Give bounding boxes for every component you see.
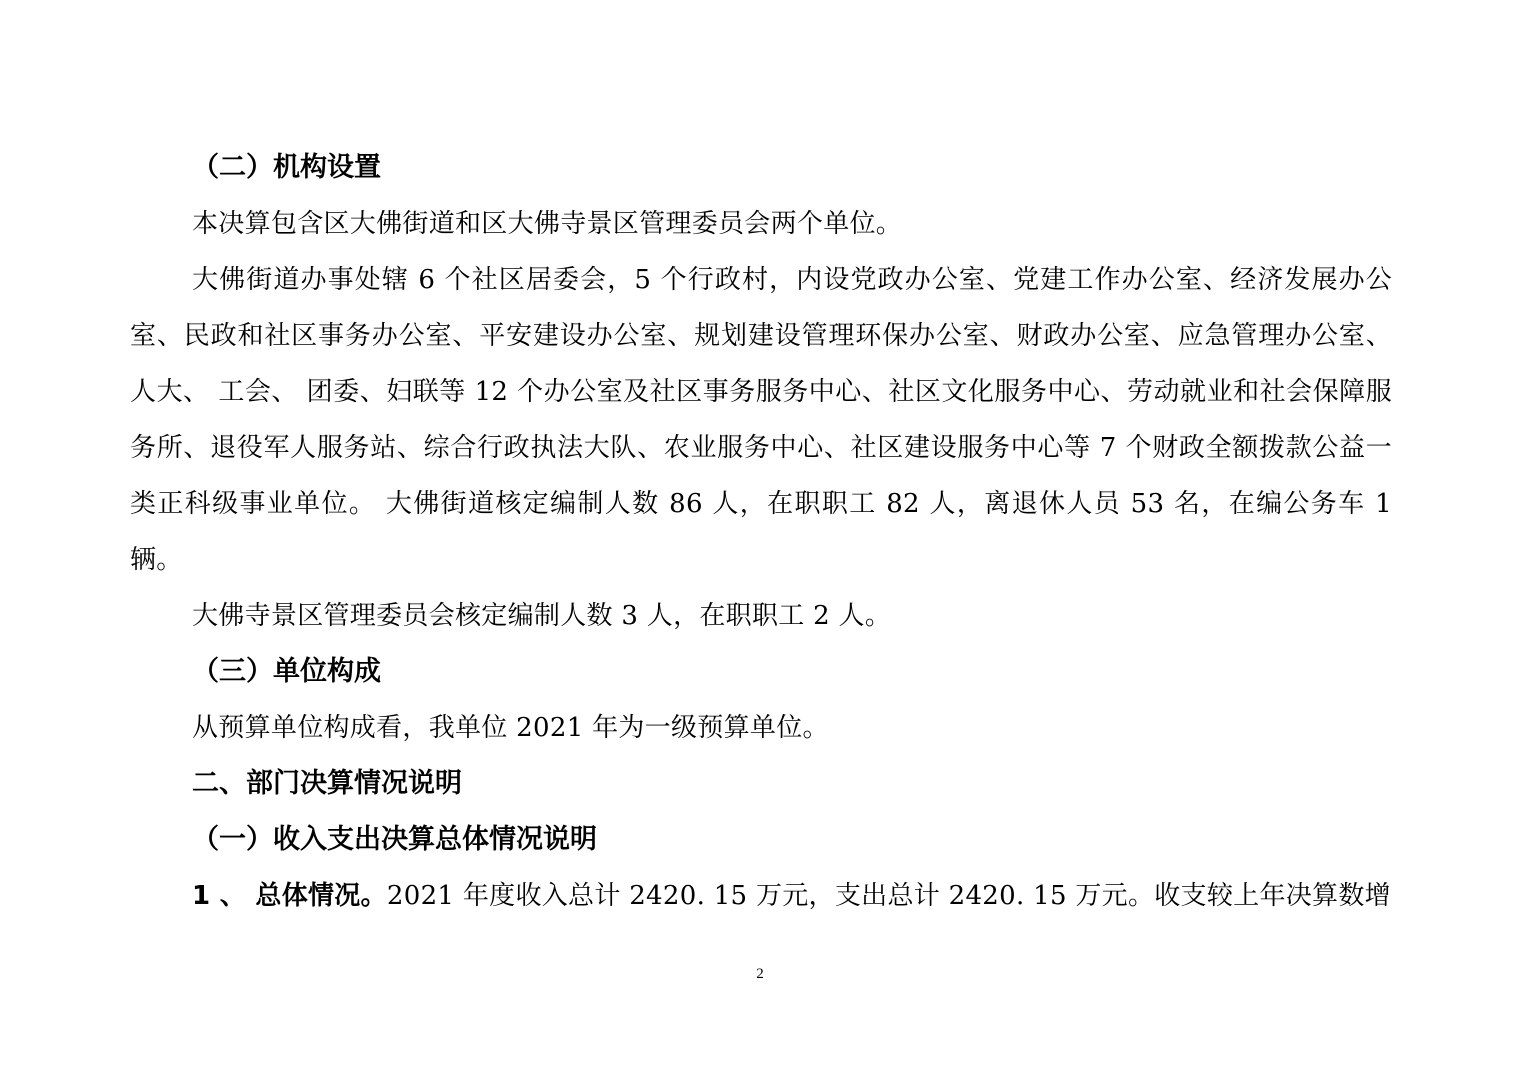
paragraph-scenic-committee: 大佛寺景区管理委员会核定编制人数 3 人，在职职工 2 人。 <box>192 601 892 631</box>
section-heading-final-accounts: 二、部门决算情况说明 <box>192 768 462 799</box>
section-heading-income-expenditure: （一）收入支出决算总体情况说明 <box>192 824 597 855</box>
page-number: 2 <box>756 966 764 982</box>
paragraph-composition: 从预算单位构成看，我单位 2021 年为一级预算单位。 <box>192 713 829 743</box>
document-body <box>130 140 1392 924</box>
paragraph-scope: 本决算包含区大佛街道和区大佛寺景区管理委员会两个单位。 <box>192 209 903 239</box>
paragraph-overall <box>130 868 1392 924</box>
section-heading-composition: （三）单位构成 <box>192 656 381 687</box>
section-heading-organization: （二）机构设置 <box>192 152 381 183</box>
overall-label: 1 、 总体情况。 <box>192 881 387 911</box>
paragraph-structure: 大佛街道办事处辖 6 个社区居委会，5 个行政村，内设党政办公室、党建工作办公室、经济发展办公室、民政和社区事务办公室、平安建设办公室、规划建设管理环保办公室、财政办公室、应急管理办公室、 人大、 工会、 团委、妇联等 12 个办公室及社区事务服务中心、社区文化服务中心、劳动就业和社会保障服务所、退役军人服务站、综合行政执法大队、农业服务中心、社区建设服务中心等 7 个财政全额拨款公益一类正科级事业单位。 大佛街道核定编制人数 86 人，在职职工 82 人，离退休人员 53 名，在编公务车 1 辆。 <box>130 265 1392 575</box>
overall-text: 2021 年度收入总计 2420. 15 万元，支出总计 2420. 15 万元。收支较上年决算数增 <box>386 881 1391 911</box>
